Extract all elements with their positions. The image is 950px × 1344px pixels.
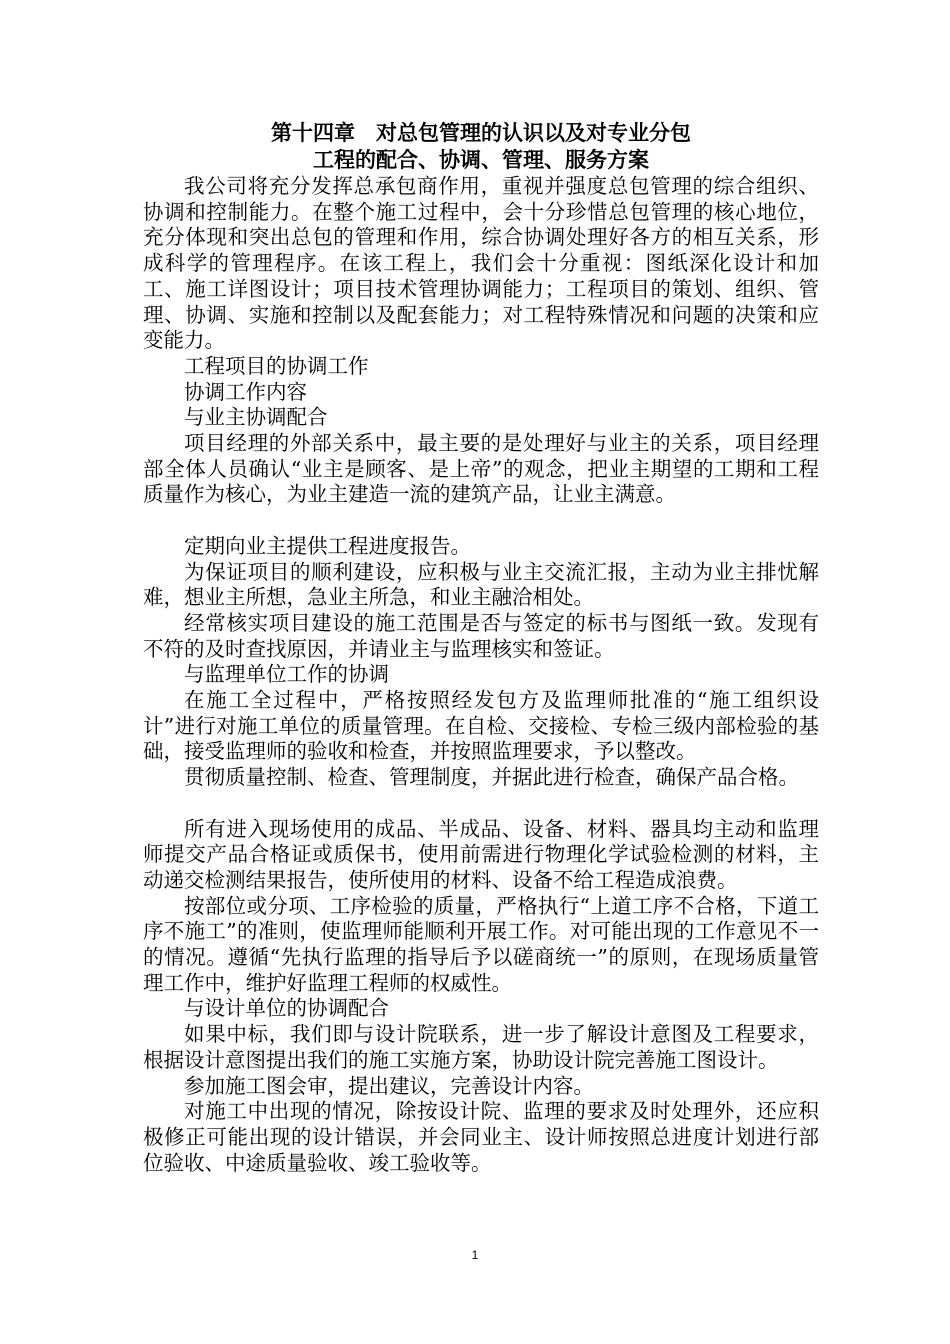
body-paragraph: 按部位或分项、工序检验的质量，严格执行“上道工序不合格，下道工序不施工”的准则，使监理师能顺利开展工作。对可能出现的工作意见不一的情况。遵循“先执行监理的指导后予以磋商统一”的原则，在现场质量管理工作中，维护好监理工程师的权威性。 [143, 893, 819, 995]
section-heading: 工程项目的协调工作 [184, 353, 369, 378]
body-paragraph: 定期向业主提供工程进度报告。 [184, 533, 471, 558]
section-heading: 协调工作内容 [184, 379, 307, 404]
chapter-title-line-1: 第十四章 对总包管理的认识以及对专业分包 [271, 121, 691, 145]
document-body [143, 174, 819, 1176]
section-heading: 与设计单位的协调配合 [184, 996, 389, 1021]
body-paragraph: 经常核实项目建设的施工范围是否与签定的标书与图纸一致。发现有不符的及时查找原因，并请业主与监理核实和签证。 [143, 610, 819, 661]
section-heading: 与业主协调配合 [184, 405, 328, 430]
body-paragraph: 为保证项目的顺利建设，应积极与业主交流汇报，主动为业主排忧解难，想业主所想，急业主所急，和业主融洽相处。 [143, 559, 819, 610]
body-paragraph: 项目经理的外部关系中，最主要的是处理好与业主的关系，项目经理部全体人员确认“业主是顾客、是上帝”的观念，把业主期望的工期和工程质量作为核心，为业主建造一流的建筑产品，让业主满意。 [143, 431, 819, 507]
document-page [143, 120, 819, 1176]
body-paragraph: 参加施工图会审，提出建议，完善设计内容。 [184, 1073, 594, 1098]
page-number: 1 [471, 1248, 479, 1262]
chapter-title-line-2: 工程的配合、协调、管理、服务方案 [313, 148, 649, 172]
body-paragraph: 在施工全过程中，严格按照经发包方及监理师批准的“施工组织设计”进行对施工单位的质量管理。在自检、交接检、专检三级内部检验的基础，接受监理师的验收和检查，并按照监理要求，予以整改。 [143, 688, 819, 764]
section-heading: 与监理单位工作的协调 [184, 662, 389, 687]
body-paragraph: 对施工中出现的情况，除按设计院、监理的要求及时处理外，还应积极修正可能出现的设计错误，并会同业主、设计师按照总进度计划进行部位验收、中途质量验收、竣工验收等。 [143, 1099, 819, 1175]
body-paragraph: 如果中标，我们即与设计院联系，进一步了解设计意图及工程要求，根据设计意图提出我们的施工实施方案，协助设计院完善施工图设计。 [143, 1022, 819, 1072]
intro-paragraph: 我公司将充分发挥总承包商作用，重视并强度总包管理的综合组织、协调和控制能力。在整个施工过程中，会十分珍惜总包管理的核心地位，充分体现和突出总包的管理和作用，综合协调处理好各方的相互关系，形成科学的管理程序。在该工程上，我们会十分重视：图纸深化设计和加工、施工详图设计；项目技术管理协调能力；工程项目的策划、组织、管理、协调、实施和控制以及配套能力；对工程特殊情况和问题的决策和应变能力。 [143, 174, 819, 353]
body-paragraph: 所有进入现场使用的成品、半成品、设备、材料、器具均主动和监理师提交产品合格证或质保书，使用前需进行物理化学试验检测的材料，主动递交检测结果报告，使所使用的材料、设备不给工程造成浪费。 [143, 816, 819, 892]
body-paragraph: 贯彻质量控制、检查、管理制度，并据此进行检查，确保产品合格。 [184, 765, 799, 790]
